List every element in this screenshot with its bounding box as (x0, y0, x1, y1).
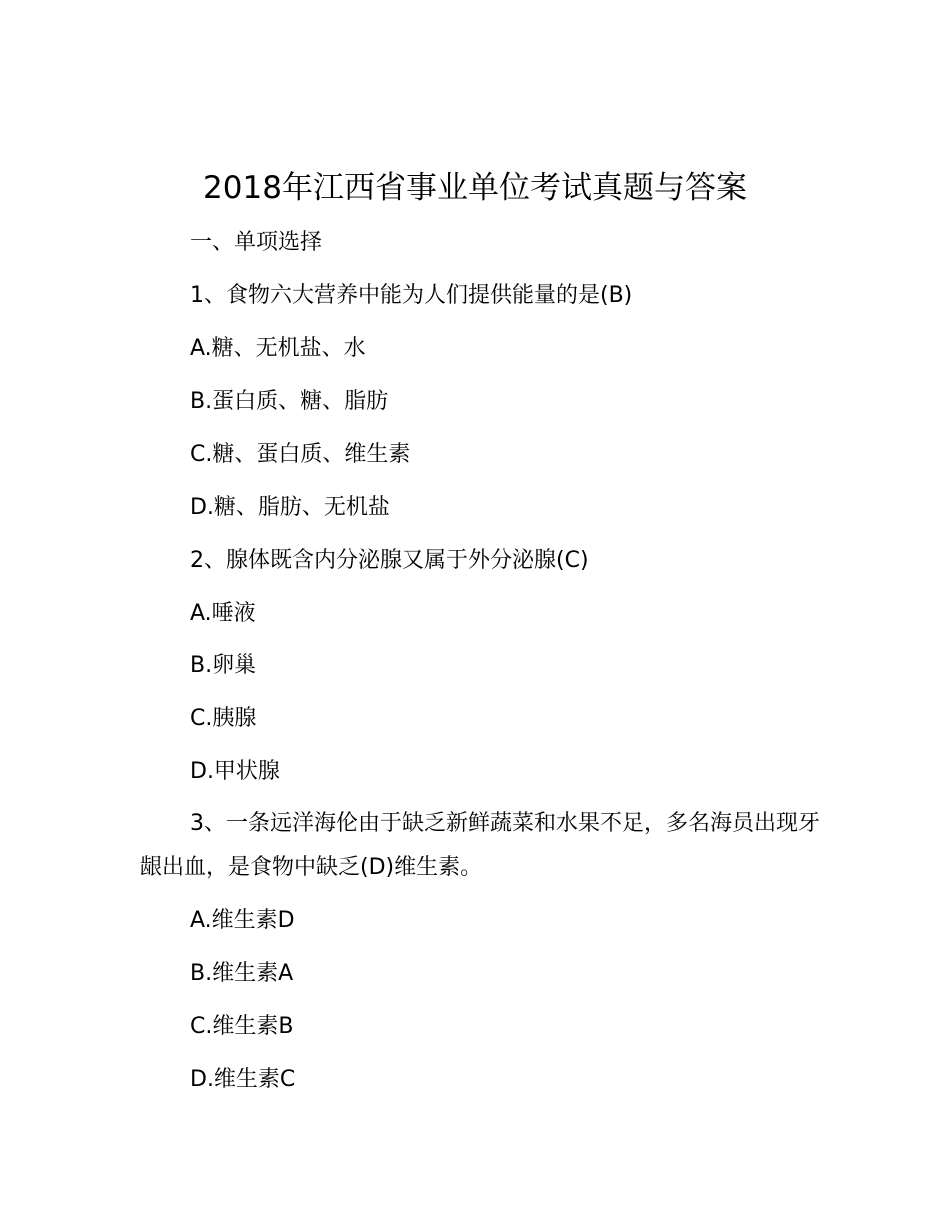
question-2-option-d: D.甲状腺 (190, 759, 280, 784)
section-heading: 一、单项选择 (190, 230, 323, 255)
question-1-option-a: A.糖、无机盐、水 (190, 336, 366, 361)
question-3-option-c: C.维生素B (190, 1014, 294, 1039)
question-3-stem: 3、一条远洋海伦由于缺乏新鲜蔬菜和水果不足，多名海员出现牙龈出血，是食物中缺乏(D)维生素。 (140, 811, 820, 880)
question-1-stem: 1、食物六大营养中能为人们提供能量的是(B) (190, 283, 633, 308)
question-2-option-b: B.卵巢 (190, 653, 257, 678)
question-1-option-b: B.蛋白质、糖、脂肪 (190, 389, 389, 414)
question-1-option-c: C.糖、蛋白质、维生素 (190, 442, 411, 467)
question-2-stem: 2、腺体既含内分泌腺又属于外分泌腺(C) (190, 548, 589, 573)
question-1-option-d: D.糖、脂肪、无机盐 (190, 495, 390, 520)
question-3-option-b: B.维生素A (190, 961, 294, 986)
document-title: 2018年江西省事业单位考试真题与答案 (203, 170, 747, 206)
question-3-option-a: A.维生素D (190, 908, 295, 933)
question-3-option-d: D.维生素C (190, 1067, 296, 1092)
question-2-option-c: C.胰腺 (190, 706, 257, 731)
question-2-option-a: A.唾液 (190, 601, 256, 626)
